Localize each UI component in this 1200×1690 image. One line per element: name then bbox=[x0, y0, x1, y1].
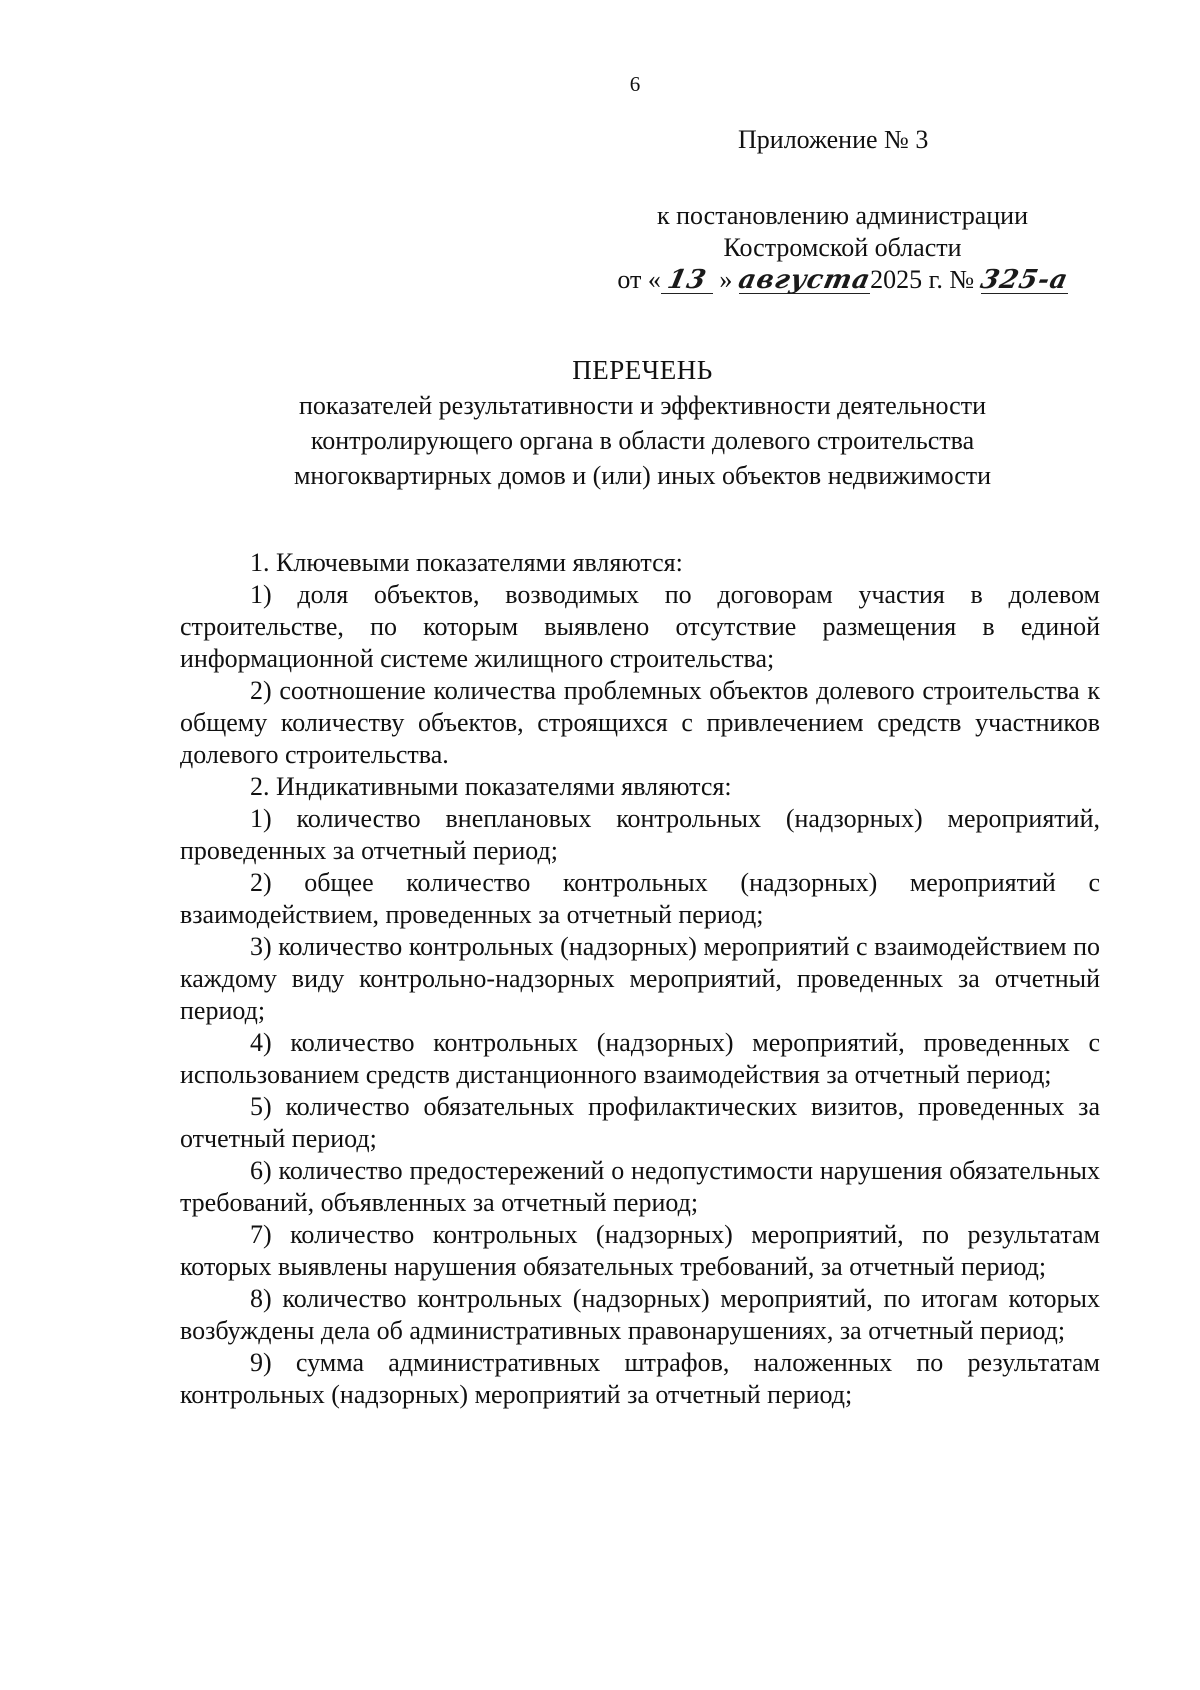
heading-subtitle-line-3: многоквартирных домов и (или) иных объектов недвижимости bbox=[293, 461, 992, 490]
date-mid: » bbox=[719, 265, 733, 294]
date-day-field bbox=[661, 267, 713, 294]
appendix-reference bbox=[600, 200, 1085, 296]
indicative-indicator-4: 4) количество контрольных (надзорных) мероприятий, проведенных с использованием средств дистанционного взаимодействия за отчетный период; bbox=[180, 1028, 1100, 1089]
date-month-field bbox=[735, 265, 874, 295]
appendix-ref-line-1: к постановлению администрации bbox=[656, 201, 1029, 230]
indicative-indicator-7: 7) количество контрольных (надзорных) мероприятий, по результатам которых выявлены нарушения обязательных требований, за отчетный период; bbox=[180, 1220, 1100, 1281]
appendix-date-line bbox=[600, 264, 1085, 296]
handwritten-doc-number: 325-а bbox=[977, 265, 1071, 295]
indicative-indicator-1: 1) количество внеплановых контрольных (надзорных) мероприятий, проведенных за отчетный период; bbox=[180, 804, 1100, 865]
key-indicator-1: 1) доля объектов, возводимых по договорам участия в долевом строительстве, по которым выявлено отсутствие размещения в единой информационной системе жилищного строительства; bbox=[180, 580, 1100, 673]
document-body bbox=[180, 547, 1100, 1411]
appendix-title: Приложение № 3 bbox=[738, 125, 929, 154]
handwritten-day: 13 bbox=[664, 265, 710, 295]
date-prefix: от « bbox=[617, 265, 661, 294]
doc-number-field bbox=[977, 265, 1071, 295]
indicative-indicator-6: 6) количество предостережений о недопустимости нарушения обязательных требований, объявленных за отчетный период; bbox=[180, 1156, 1100, 1217]
indicative-indicator-5: 5) количество обязательных профилактических визитов, проведенных за отчетный период; bbox=[180, 1092, 1100, 1153]
page-number: 6 bbox=[629, 72, 641, 96]
document-heading bbox=[180, 352, 1105, 493]
handwritten-month: августа bbox=[735, 265, 874, 295]
indicative-indicator-3: 3) количество контрольных (надзорных) мероприятий с взаимодействием по каждому виду контрольно-надзорных мероприятий, проведенных за отчетный период; bbox=[180, 932, 1100, 1025]
section-2-heading: 2. Индикативными показателями являются: bbox=[250, 772, 732, 801]
heading-subtitle-line-1: показателей результативности и эффективности деятельности bbox=[299, 391, 986, 420]
key-indicator-2: 2) соотношение количества проблемных объектов долевого строительства к общему количеству объектов, строящихся с привлечением средств участников долевого строительства. bbox=[180, 676, 1100, 769]
heading-subtitle-line-2: контролирующего органа в области долевого строительства bbox=[310, 426, 975, 455]
heading-title: ПЕРЕЧЕНЬ bbox=[572, 355, 713, 385]
indicative-indicator-9: 9) сумма административных штрафов, наложенных по результатам контрольных (надзорных) мероприятий за отчетный период; bbox=[180, 1348, 1100, 1409]
indicative-indicator-8: 8) количество контрольных (надзорных) мероприятий, по итогам которых возбуждены дела об административных правонарушениях, за отчетный период; bbox=[180, 1284, 1100, 1345]
indicative-indicator-2: 2) общее количество контрольных (надзорных) мероприятий с взаимодействием, проведенных за отчетный период; bbox=[180, 868, 1100, 929]
appendix-ref-line-2: Костромской области bbox=[723, 233, 962, 262]
section-1-heading: 1. Ключевыми показателями являются: bbox=[250, 548, 683, 577]
date-year: 2025 г. № bbox=[870, 265, 975, 294]
